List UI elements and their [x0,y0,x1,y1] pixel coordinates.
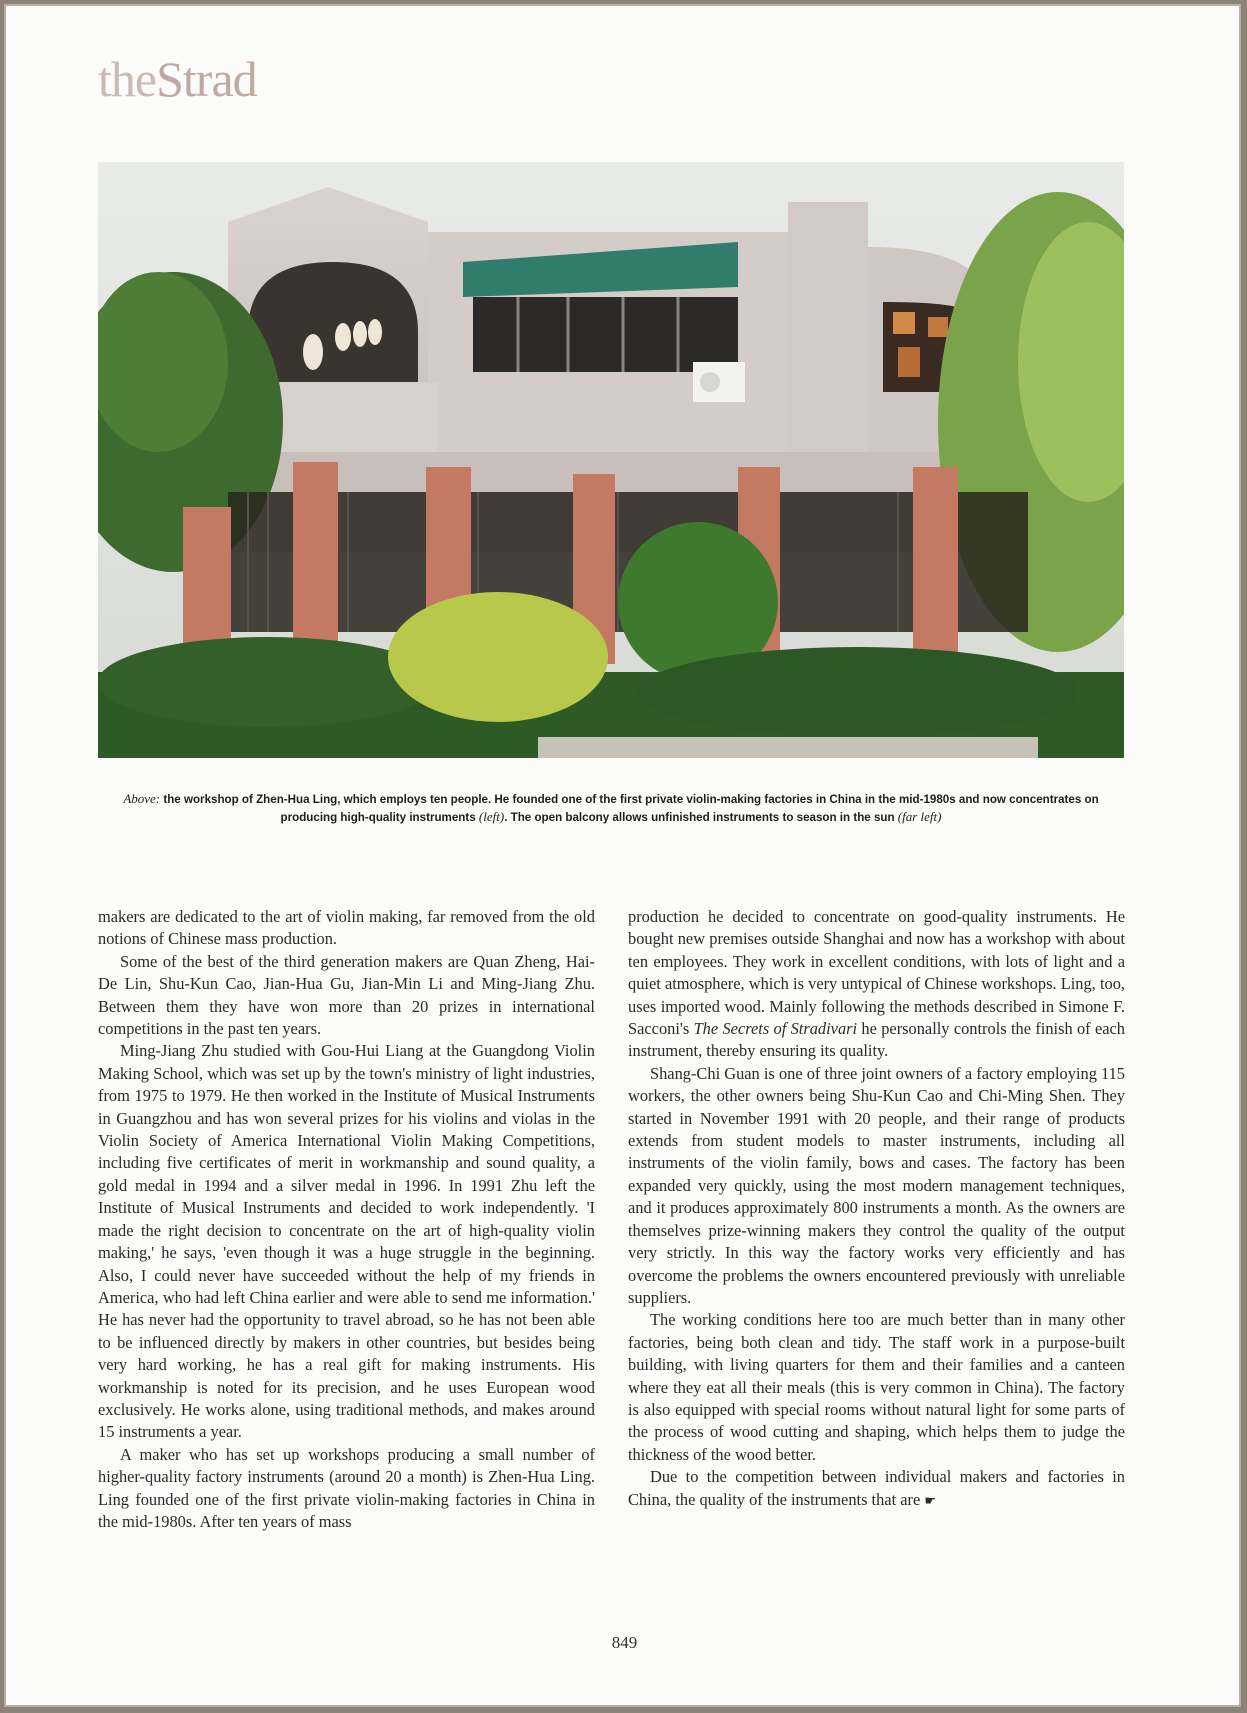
pointing-hand-icon: ☛ [924,1493,936,1509]
paragraph: Shang-Chi Guan is one of three joint owners of a factory employing 115 workers, the other owners being Shu-Kun Cao and Chi-Ming Shen. They started in November 1991 with 20 people, and their range of products extends from student models to master instruments, including all instruments of the violin family, bows and cases. The factory has been expanded very quickly, using the most modern management techniques, and it produces approximately 800 instruments a month. As the owners are themselves prize-winning makers they control the quality of the output very strictly. In this way the factory works very efficiently and has overcome the problems the owners encountered previously with unreliable suppliers. [628,1063,1125,1307]
photo-caption: Above: the workshop of Zhen-Hua Ling, which employs ten people. He founded one of the first private violin-making factories in China in the mid-1980s and now concentrates on producing high-quality instruments (left). The open balcony allows unfinished instruments to season in the sun (far left) [123,791,1099,824]
yellow-shrub [388,592,608,722]
balcony-windows [473,297,738,372]
workshop-building-illustration [98,162,1124,758]
paragraph: Ming-Jiang Zhu studied with Gou-Hui Liang at the Guangdong Violin Making School, which was set up by the town's ministry of light industries, from 1975 to 1979. He then worked in the Institute of Musical Instruments in Guangzhou and has won several prizes for his violins and violas in the Violin Society of America International Violin Making Competitions, including five certificates of merit in workmanship and sound quality, a gold medal in 1994 and a silver medal in 1996. In 1991 Zhu left the Institute of Musical Instruments and decided to work independently. 'I made the right decision to concentrate on the art of high-quality violin making,' he says, 'even though it was a huge struggle in the beginning. Also, I could never have succeeded without the help of my friends in America, who had left China earlier and were able to send me information.' He has never had the opportunity to travel abroad, so he has not been able to be influenced directly by makers in other countries, but besides being very hard working, he has a real gift for making instruments. His workmanship is noted for its precision, and he uses European wood exclusively. He works alone, using traditional methods, and makes around 15 instruments a year. [98,1041,595,1442]
paragraph: makers are dedicated to the art of violin making, far removed from the old notions of Chinese mass production. [98,907,595,949]
masthead [98,51,257,107]
left-text-column [98,906,595,1533]
paragraph: Due to the competition between individual makers and factories in China, the quality of the instruments that are ☛ [628,1467,1125,1509]
page-number: 849 [611,1633,638,1652]
workshop-photo [98,162,1124,758]
paragraph: A maker who has set up workshops producing a small number of higher-quality factory instruments (around 20 a month) is Zhen-Hua Ling. Ling founded one of the first private violin-making factories in China in the mid-1980s. After ten years of mass [98,1444,595,1531]
right-text-column [628,906,1125,1513]
paragraph: Some of the best of the third generation makers are Quan Zheng, Hai-De Lin, Shu-Kun Cao, Jian-Hua Gu, Jian-Min Li and Ming-Jiang Zhu. Between them they have won more than 20 prizes in international competitions in the past ten years. [98,951,595,1039]
the-strad-logo: theStrad [98,51,257,107]
book-title: The Secrets of Stradivari [693,1019,858,1039]
paragraph: production he decided to concentrate on good-quality instruments. He bought new premises outside Shanghai and now has a workshop with about ten employees. They work in excellent conditions, with lots of light and a quiet atmosphere, which is very untypical of Chinese workshops. Ling, too, uses imported wood. Mainly following the methods described in Simone F. Sacconi's The Secrets of Stradivari he personally controls the finish of each instrument, thereby ensuring its quality. [628,907,1125,1061]
magazine-page [4,4,1241,1707]
paragraph: The working conditions here too are much better than in many other factories, being both clean and tidy. The staff work in a purpose-built building, with living quarters for them and their families and a canteen where they eat all their meals (this is very common in China). The factory is also equipped with special rooms without natural light for some parts of the process of wood cutting and shaping, which helps them to judge the thickness of the wood better. [628,1310,1125,1464]
